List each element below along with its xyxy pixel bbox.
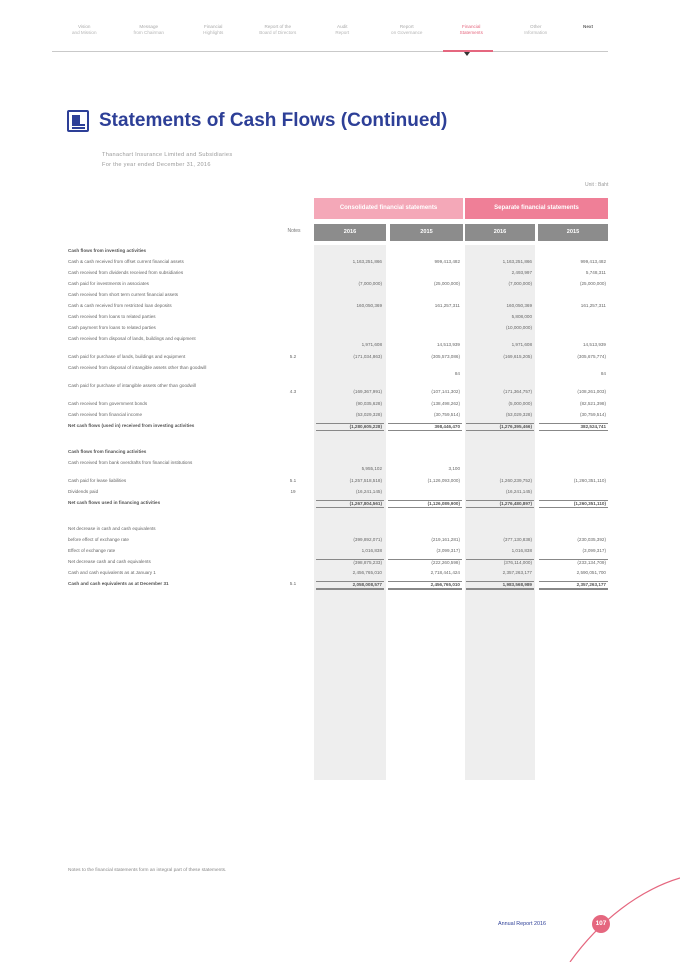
year-header-separate-prior: 2015 bbox=[538, 224, 608, 241]
row-value: (10,000,000) bbox=[505, 325, 532, 330]
row-value: (3,099,317) bbox=[582, 548, 606, 553]
row-label: Cash & cash received from offset current financial assets bbox=[68, 259, 184, 264]
row-value: (16,241,145) bbox=[355, 489, 382, 494]
row-value: (1,260,239,752) bbox=[499, 478, 532, 483]
row-value: (25,000,000) bbox=[579, 281, 606, 286]
row-value: 14,513,939 bbox=[437, 342, 460, 347]
nav-tab-label: Other bbox=[530, 24, 542, 29]
nav-tab-label: Next bbox=[583, 24, 593, 29]
row-label: Cash received from loans to related parties bbox=[68, 314, 156, 319]
separate-header: Separate financial statements bbox=[465, 198, 608, 219]
nav-tab-sublabel: Statements bbox=[459, 30, 483, 35]
row-value: (169,615,205) bbox=[503, 354, 532, 359]
row-value: 2,357,263,177 bbox=[502, 570, 532, 575]
nav-tab-label: Vision bbox=[78, 24, 91, 29]
row-value: 382,524,741 bbox=[539, 423, 608, 431]
nav-tab-3[interactable] bbox=[246, 22, 311, 51]
row-label: Dividends paid bbox=[68, 489, 99, 494]
document-icon bbox=[67, 110, 89, 132]
row-value: (377,130,838) bbox=[503, 537, 532, 542]
row-note: 5.1 bbox=[289, 581, 297, 586]
row-value: (376,114,000) bbox=[466, 559, 534, 566]
nav-tab-sublabel: Information bbox=[524, 30, 548, 35]
row-value: (25,000,000) bbox=[433, 281, 460, 286]
row-label: Cash received from financial income bbox=[68, 412, 143, 417]
row-label: Cash paid for lease liabilities bbox=[68, 478, 127, 483]
row-value: (1,126,093,000) bbox=[427, 478, 460, 483]
row-value: (7,000,000) bbox=[508, 281, 532, 286]
row-label: Cash received from bank overdrafts from financial institutions bbox=[68, 460, 193, 465]
nav-tab-label: Report of the bbox=[264, 24, 292, 29]
row-value: (222,260,598) bbox=[388, 559, 462, 566]
row-value: (1,126,089,900) bbox=[388, 500, 462, 508]
row-value: 14,513,939 bbox=[583, 342, 606, 347]
nav-tab-sublabel: from Chairman bbox=[133, 30, 164, 35]
row-value: (169,367,991) bbox=[353, 389, 382, 394]
row-label: Cash received from government bonds bbox=[68, 401, 148, 406]
row-value: (399,892,071) bbox=[353, 537, 382, 542]
row-value: 2,456,765,010 bbox=[388, 581, 462, 590]
row-label: Net decrease cash and cash equivalents bbox=[68, 559, 151, 564]
row-value: (82,521,398) bbox=[579, 401, 606, 406]
row-value: 3,100 bbox=[448, 466, 460, 471]
row-value: 999,413,482 bbox=[580, 259, 606, 264]
row-value: (30,759,514) bbox=[579, 412, 606, 417]
nav-tab-6[interactable] bbox=[439, 22, 504, 51]
row-value: 161,257,311 bbox=[434, 303, 460, 308]
row-label: Effect of exchange rate bbox=[68, 548, 116, 553]
row-value: 2,718,441,424 bbox=[430, 570, 460, 575]
row-label: Cash and cash equivalents as at January 1 bbox=[68, 570, 156, 575]
row-note: 5.2 bbox=[289, 354, 297, 359]
row-value: 1,163,251,866 bbox=[352, 259, 382, 264]
row-value: (305,573,086) bbox=[431, 354, 460, 359]
nav-tab-label: Message bbox=[139, 24, 159, 29]
row-label: Net decrease in cash and cash equivalents bbox=[68, 526, 156, 531]
nav-tab-label: Financial bbox=[204, 24, 223, 29]
row-value: (138,498,262) bbox=[431, 401, 460, 406]
row-value: (171,364,757) bbox=[503, 389, 532, 394]
row-value: 160,050,369 bbox=[506, 303, 532, 308]
row-value: 1,971,608 bbox=[511, 342, 532, 347]
nav-tab-1[interactable] bbox=[117, 22, 182, 51]
nav-tab-next[interactable] bbox=[568, 22, 608, 51]
row-value: (107,141,302) bbox=[431, 389, 460, 394]
nav-tab-0[interactable] bbox=[52, 22, 117, 51]
row-value: 398,446,470 bbox=[388, 423, 462, 431]
nav-tab-sublabel: on Governance bbox=[391, 30, 423, 35]
row-note: 5.1 bbox=[289, 478, 297, 483]
row-value: (398,875,233) bbox=[316, 559, 384, 566]
period-subtitle: For the year ended December 31, 2016 bbox=[102, 162, 211, 168]
nav-tab-sublabel: Highlights bbox=[203, 30, 224, 35]
row-value: 1,163,251,866 bbox=[502, 259, 532, 264]
row-label: Cash and cash equivalents as at December 31 bbox=[68, 581, 169, 586]
nav-tab-label: Financial bbox=[462, 24, 481, 29]
row-value: 2,590,051,700 bbox=[576, 570, 606, 575]
nav-tab-sublabel: Report bbox=[335, 30, 350, 35]
row-value: (171,034,863) bbox=[353, 354, 382, 359]
row-value: (30,759,514) bbox=[433, 412, 460, 417]
row-label: Cash & cash received from restricted loan deposits bbox=[68, 303, 172, 308]
nav-tab-2[interactable] bbox=[181, 22, 246, 51]
top-navigation bbox=[52, 22, 608, 52]
row-label: Cash flows from investing activities bbox=[68, 248, 147, 253]
consolidated-header: Consolidated financial statements bbox=[314, 198, 463, 219]
annual-report-label: Annual Report 2016 bbox=[498, 921, 546, 927]
row-value: (90,035,628) bbox=[355, 401, 382, 406]
row-value: (219,161,281) bbox=[431, 537, 460, 542]
notes-header: Notes bbox=[287, 228, 301, 234]
row-value: (16,241,145) bbox=[505, 489, 532, 494]
row-label: Cash received from dividends received from subsidiaries bbox=[68, 270, 184, 275]
nav-tab-7[interactable] bbox=[504, 22, 569, 51]
page-title: Statements of Cash Flows (Continued) bbox=[99, 110, 448, 131]
row-label: before effect of exchange rate bbox=[68, 537, 129, 542]
row-label: Cash received from disposal of lands, buildings and equipment bbox=[68, 336, 196, 341]
nav-tab-sublabel: Board of Directors bbox=[259, 30, 297, 35]
row-value: (1,267,804,561) bbox=[316, 500, 384, 508]
year-header-consolidated-current: 2016 bbox=[314, 224, 386, 241]
row-value: 2,493,997 bbox=[511, 270, 532, 275]
row-label: Cash paid for purchase of lands, buildings and equipment bbox=[68, 354, 186, 359]
nav-tab-sublabel: and Mission bbox=[71, 30, 97, 35]
row-value: (5,000,000) bbox=[508, 401, 532, 406]
row-value: 5,808,000 bbox=[511, 314, 532, 319]
row-label: Cash received from short term current financial assets bbox=[68, 292, 179, 297]
row-label: Cash flows from financing activities bbox=[68, 449, 147, 454]
active-tab-arrow-icon bbox=[464, 52, 470, 56]
row-value: (1,276,480,897) bbox=[466, 500, 534, 508]
row-value: 1,016,838 bbox=[511, 548, 532, 553]
row-value: (53,029,328) bbox=[505, 412, 532, 417]
nav-tab-label: Audit bbox=[337, 24, 348, 29]
unit-label: Unit : Baht bbox=[585, 182, 609, 188]
row-value: (1,280,605,228) bbox=[316, 423, 384, 431]
row-value: (108,261,003) bbox=[577, 389, 606, 394]
row-value: (7,000,000) bbox=[358, 281, 382, 286]
row-value: 1,983,568,989 bbox=[466, 581, 534, 590]
row-label: Cash payment from loans to related parties bbox=[68, 325, 156, 330]
row-note: 19 bbox=[290, 489, 296, 494]
column-shade bbox=[314, 245, 386, 780]
row-value: 2,357,263,177 bbox=[539, 581, 608, 590]
row-label: Net cash flows used in financing activities bbox=[68, 500, 161, 505]
row-value: 160,050,369 bbox=[356, 303, 382, 308]
row-value: 84 bbox=[454, 371, 460, 376]
row-value: (53,029,328) bbox=[355, 412, 382, 417]
row-value: 1,016,838 bbox=[361, 548, 382, 553]
year-header-separate-current: 2016 bbox=[465, 224, 535, 241]
row-value: (1,257,518,518) bbox=[349, 478, 382, 483]
footnote: Notes to the financial statements form an integral part of these statements. bbox=[68, 868, 227, 873]
row-value: 999,413,482 bbox=[434, 259, 460, 264]
row-value: (1,276,395,466) bbox=[466, 423, 534, 431]
row-value: (1,260,351,110) bbox=[573, 478, 606, 483]
row-note: 4.3 bbox=[289, 389, 297, 394]
row-value: 5,955,102 bbox=[361, 466, 382, 471]
row-value: 161,257,311 bbox=[580, 303, 606, 308]
row-value: (230,035,392) bbox=[577, 537, 606, 542]
nav-tab-5[interactable] bbox=[375, 22, 440, 51]
row-value: (233,134,709) bbox=[539, 559, 608, 566]
row-value: 2,456,765,010 bbox=[352, 570, 382, 575]
row-value: 84 bbox=[600, 371, 606, 376]
nav-tab-label: Report bbox=[399, 24, 414, 29]
row-label: Cash paid for investments in associates bbox=[68, 281, 149, 286]
page-number-badge: 107 bbox=[592, 915, 610, 933]
row-value: (1,260,351,110) bbox=[539, 500, 608, 508]
row-label: Cash received from disposal of intangible assets other than goodwill bbox=[68, 365, 207, 370]
nav-tab-4[interactable] bbox=[310, 22, 375, 51]
row-value: 2,058,008,577 bbox=[316, 581, 384, 590]
row-value: (3,099,317) bbox=[436, 548, 460, 553]
row-value: (305,675,774) bbox=[577, 354, 606, 359]
row-value: 5,748,311 bbox=[585, 270, 606, 275]
row-value: 1,971,608 bbox=[361, 342, 382, 347]
row-label: Net cash flows (used in) received from investing activities bbox=[68, 423, 195, 428]
row-label: Cash paid for purchase of intangible assets other than goodwill bbox=[68, 383, 196, 388]
company-subtitle: Thanachart Insurance Limited and Subsidiaries bbox=[102, 152, 233, 158]
decorative-swoosh bbox=[540, 860, 680, 962]
year-header-consolidated-prior: 2015 bbox=[390, 224, 463, 241]
